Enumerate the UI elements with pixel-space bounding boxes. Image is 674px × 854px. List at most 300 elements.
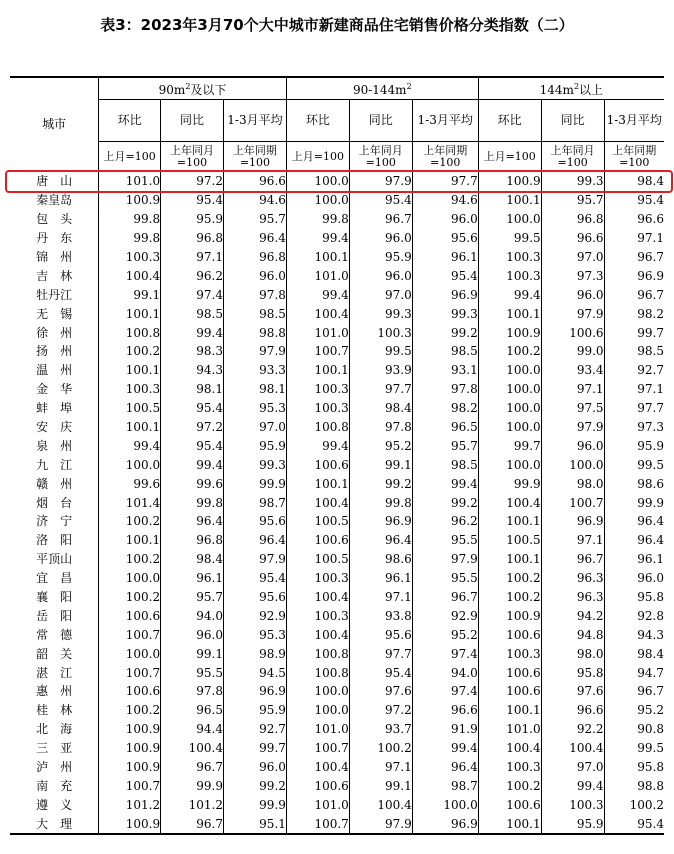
value-cell: 94.3 — [604, 625, 664, 644]
value-cell: 100.4 — [286, 625, 349, 644]
value-cell: 99.1 — [99, 285, 161, 304]
table-row — [10, 550, 664, 569]
value-cell: 95.2 — [349, 436, 412, 455]
value-cell: 97.1 — [604, 229, 664, 248]
value-cell: 96.6 — [541, 229, 604, 248]
value-cell: 100.4 — [161, 739, 224, 758]
table-row — [10, 777, 664, 796]
value-cell: 97.8 — [161, 682, 224, 701]
value-cell: 93.7 — [349, 720, 412, 739]
table-row — [10, 663, 664, 682]
value-cell: 100.1 — [478, 191, 541, 210]
value-cell: 94.4 — [161, 720, 224, 739]
value-cell: 96.7 — [604, 682, 664, 701]
value-cell: 98.2 — [412, 399, 478, 418]
value-cell: 96.9 — [412, 285, 478, 304]
value-cell: 100.1 — [99, 418, 161, 437]
value-cell: 97.6 — [349, 682, 412, 701]
value-cell: 100.3 — [349, 323, 412, 342]
value-cell: 100.2 — [478, 777, 541, 796]
value-cell: 100.1 — [99, 304, 161, 323]
value-cell: 100.2 — [478, 342, 541, 361]
table-row — [10, 229, 664, 248]
value-cell: 95.8 — [541, 663, 604, 682]
value-cell: 98.4 — [349, 399, 412, 418]
value-cell: 95.9 — [541, 814, 604, 834]
value-cell: 96.3 — [541, 569, 604, 588]
value-cell: 95.9 — [349, 248, 412, 267]
value-cell: 100.0 — [478, 361, 541, 380]
value-cell: 97.3 — [541, 266, 604, 285]
value-cell: 96.2 — [412, 512, 478, 531]
value-cell: 100.4 — [286, 493, 349, 512]
city-cell: 温 州 — [36, 363, 73, 378]
value-cell: 95.6 — [223, 512, 286, 531]
city-cell: 常 德 — [36, 627, 73, 642]
value-cell: 99.7 — [223, 739, 286, 758]
value-cell: 92.9 — [412, 606, 478, 625]
value-cell: 99.5 — [478, 229, 541, 248]
value-cell: 97.4 — [412, 644, 478, 663]
value-cell: 100.4 — [541, 739, 604, 758]
city-cell: 平顶山 — [36, 552, 73, 567]
value-cell: 95.9 — [604, 436, 664, 455]
value-cell: 96.7 — [349, 210, 412, 229]
value-cell: 98.7 — [412, 777, 478, 796]
value-cell: 96.8 — [223, 248, 286, 267]
table-row — [10, 380, 664, 399]
value-cell: 100.0 — [99, 569, 161, 588]
value-cell: 100.0 — [478, 418, 541, 437]
value-cell: 97.6 — [541, 682, 604, 701]
city-cell: 大 理 — [10, 814, 99, 834]
value-cell: 100.4 — [349, 795, 412, 814]
value-cell: 99.1 — [349, 777, 412, 796]
group-header-medium: $90-144m^2$ — [286, 77, 478, 100]
value-cell: 100.0 — [478, 455, 541, 474]
value-cell: 100.6 — [286, 455, 349, 474]
value-cell: 94.0 — [412, 663, 478, 682]
value-cell: 97.7 — [349, 380, 412, 399]
value-cell: 96.9 — [541, 512, 604, 531]
value-cell: 99.2 — [412, 493, 478, 512]
value-cell: 99.8 — [161, 493, 224, 512]
value-cell: 100.5 — [286, 550, 349, 569]
base-header: 上月=100 — [286, 142, 349, 172]
city-cell: 宜 昌 — [36, 571, 73, 586]
value-cell: 97.9 — [349, 814, 412, 834]
value-cell: 96.9 — [349, 512, 412, 531]
value-cell: 98.5 — [412, 455, 478, 474]
value-cell: 99.8 — [286, 210, 349, 229]
city-cell: 吉 林 — [36, 268, 73, 283]
value-cell: 95.4 — [161, 191, 224, 210]
value-cell: 100.9 — [99, 739, 161, 758]
value-cell: 99.7 — [604, 323, 664, 342]
value-cell: 95.4 — [161, 399, 224, 418]
value-cell: 95.3 — [223, 399, 286, 418]
base-header: 上年同期=100 — [604, 142, 664, 172]
value-cell: 97.0 — [349, 285, 412, 304]
value-cell: 100.3 — [541, 795, 604, 814]
subcolumn-header: 1-3月平均 — [604, 100, 664, 142]
value-cell: 93.9 — [349, 361, 412, 380]
value-cell: 100.4 — [478, 493, 541, 512]
value-cell: 97.1 — [604, 380, 664, 399]
value-cell: 100.6 — [478, 682, 541, 701]
value-cell: 100.7 — [99, 625, 161, 644]
value-cell: 97.9 — [223, 550, 286, 569]
value-cell: 96.4 — [604, 531, 664, 550]
value-cell: 95.4 — [349, 191, 412, 210]
value-cell: 99.9 — [161, 777, 224, 796]
value-cell: 94.6 — [223, 191, 286, 210]
subcolumn-header: 环比 — [478, 100, 541, 142]
value-cell: 101.2 — [99, 795, 161, 814]
city-cell: 北 海 — [36, 722, 73, 737]
city-cell: 锦 州 — [36, 250, 73, 264]
value-cell: 97.1 — [349, 758, 412, 777]
value-cell: 96.1 — [161, 569, 224, 588]
value-cell: 92.9 — [223, 606, 286, 625]
city-cell: 烟 台 — [36, 495, 73, 510]
subcolumn-header: 1-3月平均 — [223, 100, 286, 142]
value-cell: 100.3 — [478, 758, 541, 777]
value-cell: 100.7 — [286, 814, 349, 834]
value-cell: 100.9 — [478, 323, 541, 342]
value-cell: 95.9 — [223, 436, 286, 455]
value-cell: 96.8 — [541, 210, 604, 229]
value-cell: 98.8 — [223, 323, 286, 342]
value-cell: 100.0 — [541, 455, 604, 474]
value-cell: 100.0 — [478, 210, 541, 229]
value-cell: 97.8 — [349, 418, 412, 437]
value-cell: 90.8 — [604, 720, 664, 739]
value-cell: 96.8 — [161, 531, 224, 550]
value-cell: 97.1 — [541, 531, 604, 550]
subcolumn-header: 同比 — [161, 100, 224, 142]
value-cell: 99.0 — [541, 342, 604, 361]
value-cell: 101.0 — [286, 720, 349, 739]
value-cell: 98.0 — [541, 474, 604, 493]
value-cell: 100.8 — [99, 323, 161, 342]
value-cell: 100.0 — [286, 701, 349, 720]
city-cell: 牡丹江 — [36, 287, 73, 302]
value-cell: 95.5 — [161, 663, 224, 682]
value-cell: 94.0 — [161, 606, 224, 625]
value-cell: 96.3 — [541, 588, 604, 607]
value-cell: 100.4 — [478, 739, 541, 758]
value-cell: 96.6 — [541, 701, 604, 720]
value-cell: 100.7 — [541, 493, 604, 512]
value-cell: 96.9 — [412, 814, 478, 834]
value-cell: 96.0 — [161, 625, 224, 644]
city-cell: 九 江 — [36, 457, 73, 472]
table-row — [10, 531, 664, 550]
value-cell: 100.4 — [286, 588, 349, 607]
value-cell: 96.1 — [349, 569, 412, 588]
value-cell: 95.9 — [161, 210, 224, 229]
value-cell: 97.2 — [349, 701, 412, 720]
value-cell: 96.5 — [412, 418, 478, 437]
value-cell: 97.8 — [223, 285, 286, 304]
value-cell: 100.7 — [99, 777, 161, 796]
value-cell: 95.4 — [604, 191, 664, 210]
base-header: 上年同月=100 — [541, 142, 604, 172]
value-cell: 100.0 — [99, 455, 161, 474]
table-row — [10, 758, 664, 777]
city-cell: 包 头 — [36, 212, 73, 227]
value-cell: 97.9 — [349, 172, 412, 191]
value-cell: 100.1 — [478, 304, 541, 323]
value-cell: 95.4 — [161, 436, 224, 455]
table-row — [10, 455, 664, 474]
value-cell: 100.4 — [99, 266, 161, 285]
value-cell: 101.0 — [286, 323, 349, 342]
value-cell: 99.8 — [99, 229, 161, 248]
value-cell: 99.4 — [286, 285, 349, 304]
base-header: 上年同期=100 — [223, 142, 286, 172]
value-cell: 99.4 — [161, 455, 224, 474]
base-header: 上年同月=100 — [161, 142, 224, 172]
value-cell: 96.0 — [541, 436, 604, 455]
value-cell: 95.4 — [604, 814, 664, 834]
value-cell: 99.4 — [161, 323, 224, 342]
value-cell: 100.2 — [478, 588, 541, 607]
value-cell: 101.0 — [478, 720, 541, 739]
value-cell: 100.1 — [286, 474, 349, 493]
city-cell: 安 庆 — [36, 420, 73, 435]
value-cell: 100.1 — [99, 531, 161, 550]
table-row — [10, 739, 664, 758]
value-cell: 99.5 — [349, 342, 412, 361]
value-cell: 94.5 — [223, 663, 286, 682]
value-cell: 100.8 — [286, 663, 349, 682]
value-cell: 97.9 — [412, 550, 478, 569]
value-cell: 97.1 — [349, 588, 412, 607]
value-cell: 98.5 — [161, 304, 224, 323]
subcolumn-header: 同比 — [541, 100, 604, 142]
value-cell: 100.5 — [286, 512, 349, 531]
value-cell: 96.7 — [604, 248, 664, 267]
value-cell: 100.0 — [286, 682, 349, 701]
city-cell: 南 充 — [36, 778, 73, 793]
value-cell: 99.4 — [412, 474, 478, 493]
value-cell: 100.4 — [286, 304, 349, 323]
value-cell: 100.6 — [478, 795, 541, 814]
value-cell: 92.7 — [604, 361, 664, 380]
table-row — [10, 266, 664, 285]
value-cell: 96.0 — [223, 266, 286, 285]
value-cell: 101.2 — [161, 795, 224, 814]
value-cell: 96.7 — [541, 550, 604, 569]
value-cell: 95.4 — [223, 569, 286, 588]
value-cell: 96.0 — [541, 285, 604, 304]
table-title: 表3：2023年3月70个大中城市新建商品住宅销售价格分类指数（二） — [100, 16, 574, 34]
city-cell: 济 宁 — [36, 514, 73, 529]
value-cell: 98.6 — [349, 550, 412, 569]
value-cell: 100.3 — [478, 644, 541, 663]
value-cell: 95.7 — [161, 588, 224, 607]
value-cell: 99.7 — [478, 436, 541, 455]
table-row — [10, 814, 664, 834]
value-cell: 96.4 — [412, 758, 478, 777]
value-cell: 94.8 — [541, 625, 604, 644]
city-cell: 无 锡 — [36, 306, 73, 321]
value-cell: 99.4 — [286, 436, 349, 455]
table-row — [10, 436, 664, 455]
city-cell: 桂 林 — [36, 703, 73, 718]
value-cell: 99.5 — [604, 739, 664, 758]
value-cell: 96.0 — [349, 266, 412, 285]
city-cell: 韶 关 — [36, 646, 73, 661]
value-cell: 91.9 — [412, 720, 478, 739]
subcolumn-header: 同比 — [349, 100, 412, 142]
city-cell: 蚌 埠 — [36, 401, 73, 416]
value-cell: 99.4 — [412, 739, 478, 758]
subcolumn-header: 环比 — [99, 100, 161, 142]
table-row — [10, 701, 664, 720]
value-cell: 100.1 — [478, 512, 541, 531]
city-cell: 赣 州 — [36, 476, 73, 491]
value-cell: 93.1 — [412, 361, 478, 380]
value-cell: 100.2 — [99, 512, 161, 531]
base-header: 上月=100 — [478, 142, 541, 172]
value-cell: 97.0 — [541, 248, 604, 267]
value-cell: 96.4 — [223, 229, 286, 248]
table-row — [10, 512, 664, 531]
value-cell: 97.1 — [541, 380, 604, 399]
value-cell: 98.3 — [161, 342, 224, 361]
value-cell: 96.0 — [349, 229, 412, 248]
city-cell: 湛 江 — [36, 665, 73, 680]
value-cell: 99.4 — [478, 285, 541, 304]
value-cell: 97.7 — [412, 172, 478, 191]
value-cell: 100.3 — [478, 248, 541, 267]
value-cell: 100.1 — [286, 248, 349, 267]
table-row — [10, 474, 664, 493]
value-cell: 98.7 — [223, 493, 286, 512]
group-header-small: $90m^2$及以下 — [99, 77, 287, 100]
value-cell: 95.4 — [349, 663, 412, 682]
value-cell: 95.8 — [604, 758, 664, 777]
value-cell: 93.8 — [349, 606, 412, 625]
value-cell: 98.0 — [541, 644, 604, 663]
value-cell: 98.6 — [604, 474, 664, 493]
value-cell: 97.3 — [604, 418, 664, 437]
value-cell: 100.0 — [478, 399, 541, 418]
city-cell: 徐 州 — [36, 325, 73, 340]
value-cell: 100.9 — [99, 191, 161, 210]
value-cell: 97.1 — [161, 248, 224, 267]
table-row — [10, 191, 664, 210]
city-cell: 襄 阳 — [36, 590, 73, 605]
city-cell: 遵 义 — [36, 797, 73, 812]
value-cell: 95.2 — [604, 701, 664, 720]
value-cell: 100.6 — [99, 682, 161, 701]
value-cell: 100.7 — [286, 342, 349, 361]
value-cell: 99.9 — [604, 493, 664, 512]
city-cell: 洛 阳 — [36, 533, 73, 548]
value-cell: 100.3 — [286, 569, 349, 588]
city-column-header: 城市 — [10, 77, 99, 172]
value-cell: 94.2 — [541, 606, 604, 625]
value-cell: 100.9 — [99, 720, 161, 739]
value-cell: 98.4 — [161, 550, 224, 569]
table-row — [10, 418, 664, 437]
value-cell: 100.7 — [286, 739, 349, 758]
value-cell: 98.5 — [223, 304, 286, 323]
value-cell: 100.1 — [478, 550, 541, 569]
city-cell: 秦皇岛 — [36, 193, 73, 208]
table-row — [10, 720, 664, 739]
value-cell: 96.1 — [604, 550, 664, 569]
value-cell: 97.0 — [223, 418, 286, 437]
value-cell: 99.3 — [541, 172, 604, 191]
value-cell: 100.3 — [286, 399, 349, 418]
table-row — [10, 304, 664, 323]
table-row — [10, 606, 664, 625]
value-cell: 97.2 — [161, 172, 224, 191]
city-cell: 三 亚 — [36, 741, 73, 756]
value-cell: 100.1 — [99, 361, 161, 380]
value-cell: 101.0 — [99, 172, 161, 191]
value-cell: 100.0 — [99, 644, 161, 663]
value-cell: 101.4 — [99, 493, 161, 512]
value-cell: 94.6 — [412, 191, 478, 210]
table-row — [10, 361, 664, 380]
value-cell: 100.1 — [286, 361, 349, 380]
value-cell: 93.3 — [223, 361, 286, 380]
value-cell: 96.0 — [604, 569, 664, 588]
value-cell: 100.6 — [286, 777, 349, 796]
value-cell: 100.3 — [99, 380, 161, 399]
subcolumn-header: 环比 — [286, 100, 349, 142]
value-cell: 99.9 — [223, 474, 286, 493]
table-row — [10, 210, 664, 229]
value-cell: 101.0 — [286, 266, 349, 285]
value-cell: 92.2 — [541, 720, 604, 739]
city-cell: 唐 山 — [36, 174, 73, 189]
table-row — [10, 569, 664, 588]
value-cell: 96.7 — [161, 758, 224, 777]
value-cell: 96.5 — [161, 701, 224, 720]
value-cell: 95.4 — [412, 266, 478, 285]
value-cell: 100.2 — [99, 550, 161, 569]
base-header: 上月=100 — [99, 142, 161, 172]
subcolumn-header: 1-3月平均 — [412, 100, 478, 142]
value-cell: 99.6 — [99, 474, 161, 493]
city-cell: 扬 州 — [36, 344, 73, 359]
value-cell: 95.1 — [223, 814, 286, 834]
value-cell: 100.6 — [286, 531, 349, 550]
value-cell: 95.2 — [412, 625, 478, 644]
value-cell: 95.7 — [223, 210, 286, 229]
value-cell: 100.9 — [99, 814, 161, 834]
value-cell: 99.4 — [541, 777, 604, 796]
value-cell: 97.4 — [161, 285, 224, 304]
city-cell: 金 华 — [36, 382, 73, 397]
value-cell: 95.3 — [223, 625, 286, 644]
value-cell: 100.5 — [99, 399, 161, 418]
value-cell: 101.0 — [286, 795, 349, 814]
value-cell: 92.7 — [223, 720, 286, 739]
value-cell: 100.0 — [412, 795, 478, 814]
table-row — [10, 248, 664, 267]
value-cell: 99.1 — [161, 644, 224, 663]
value-cell: 100.8 — [286, 644, 349, 663]
group-header-large: $144m^2$以上 — [478, 77, 664, 100]
